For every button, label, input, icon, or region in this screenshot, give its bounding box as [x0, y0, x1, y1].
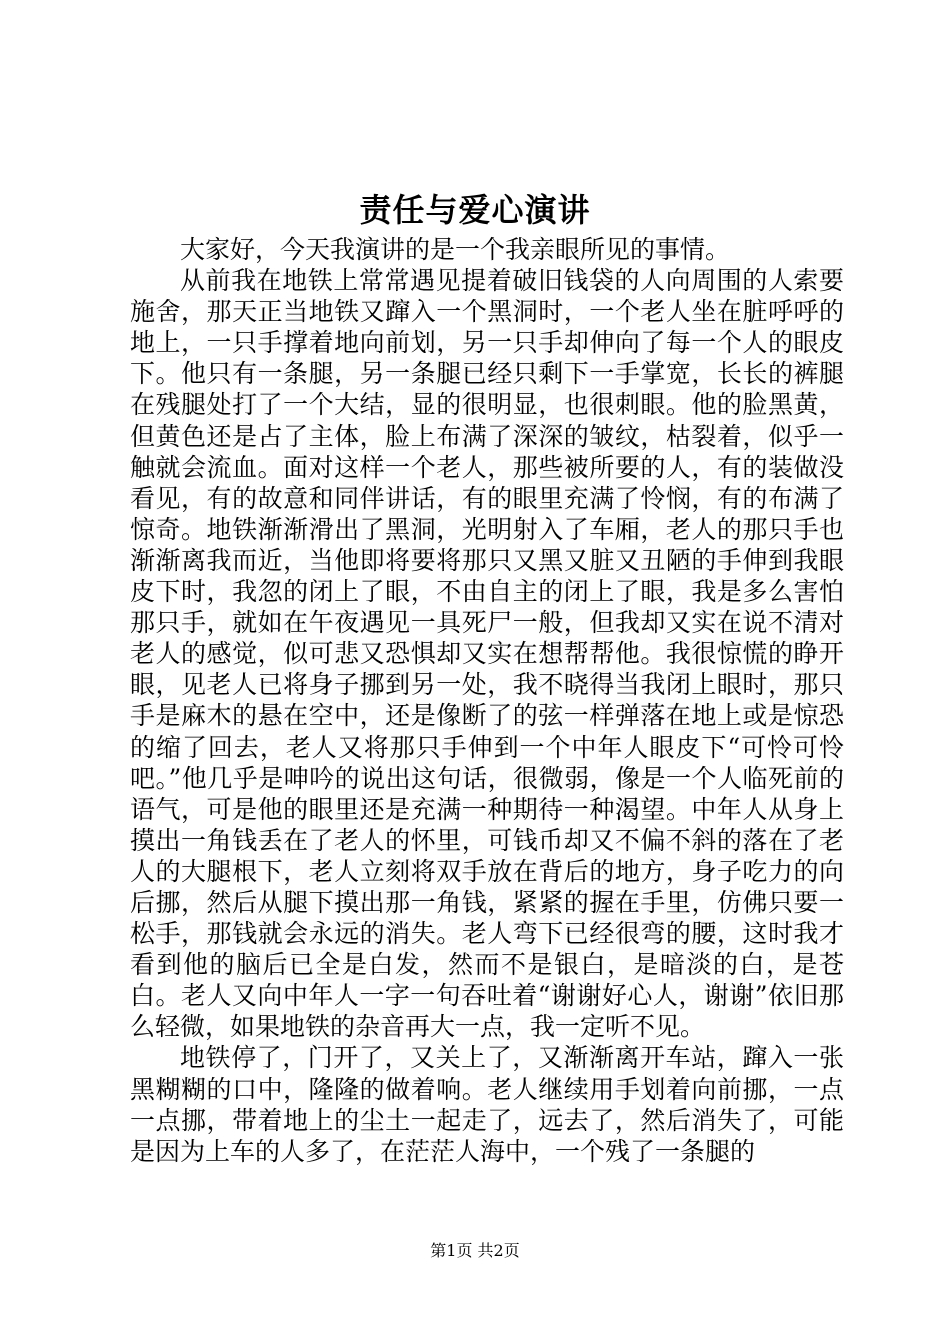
document-title: 责任与爱心演讲: [359, 191, 591, 229]
paragraph-story: 从前我在地铁上常常遇见提着破旧钱袋的人向周围的人索要施舍，那天正当地铁又蹿入一个黑洞时，一个老人坐在脏呼呼的地上，一只手撑着地向前划，另一只手却伸向了每一个人的眼皮下。他只有一条腿，另一条腿已经只剩下一手掌宽，长长的裤腿在残腿处打了一个大结，显的很明显，也很刺眼。他的脸黑黄，但黄色还是占了主体，脸上布满了深深的皱纹，枯裂着，似乎一触就会流血。面对这样一个老人，那些被所要的人，有的装做没看见，有的故意和同伴讲话，有的眼里充满了怜悯，有的布满了惊奇。地铁渐渐滑出了黑洞，光明射入了车厢，老人的那只手也渐渐离我而近，当他即将要将那只又黑又脏又丑陋的手伸到我眼皮下时，我忽的闭上了眼，不由自主的闭上了眼，我是多么害怕那只手，就如在午夜遇见一具死尸一般，但我却又实在说不清对老人的感觉，似可悲又恐惧却又实在想帮帮他。我很惊慌的睁开眼，见老人已将身子挪到另一处，我不晓得当我闭上眼时，那只手是麻木的悬在空中，还是像断了的弦一样弹落在地上或是惊恐的缩了回去，老人又将那只手伸到一个中年人眼皮下“可怜可怜吧。”他几乎是呻吟的说出这句话，很微弱，像是一个人临死前的语气，可是他的眼里还是充满一种期待一种渴望。中年人从身上摸出一角钱丢在了老人的怀里，可钱币却又不偏不斜的落在了老人的大腿根下，老人立刻将双手放在背后的地方，身子吃力的向后挪，然后从腿下摸出那一角钱，紧紧的握在手里，仿佛只要一松手，那钱就会永远的消失。老人弯下已经很弯的腰，这时我才看到他的脑后已全是白发，然而不是银白，是暗淡的白，是苍白。老人又向中年人一字一句吞吐着“谢谢好心人，谢谢”依旧那么轻微，如果地铁的杂音再大一点，我一定听不见。: [130, 266, 844, 1042]
page-number-footer: 第1页 共2页: [430, 1241, 520, 1260]
document-body: [130, 234, 844, 1167]
paragraph-greeting: 大家好，今天我演讲的是一个我亲眼所见的事情。: [180, 235, 731, 264]
paragraph-ending: 地铁停了，门开了，又关上了，又渐渐离开车站，蹿入一张黑糊糊的口中，隆隆的做着响。老人继续用手划着向前挪，一点一点挪，带着地上的尘土一起走了，远去了，然后消失了，可能是因为上车的人多了，在茫茫人海中，一个残了一条腿的: [130, 1043, 844, 1166]
